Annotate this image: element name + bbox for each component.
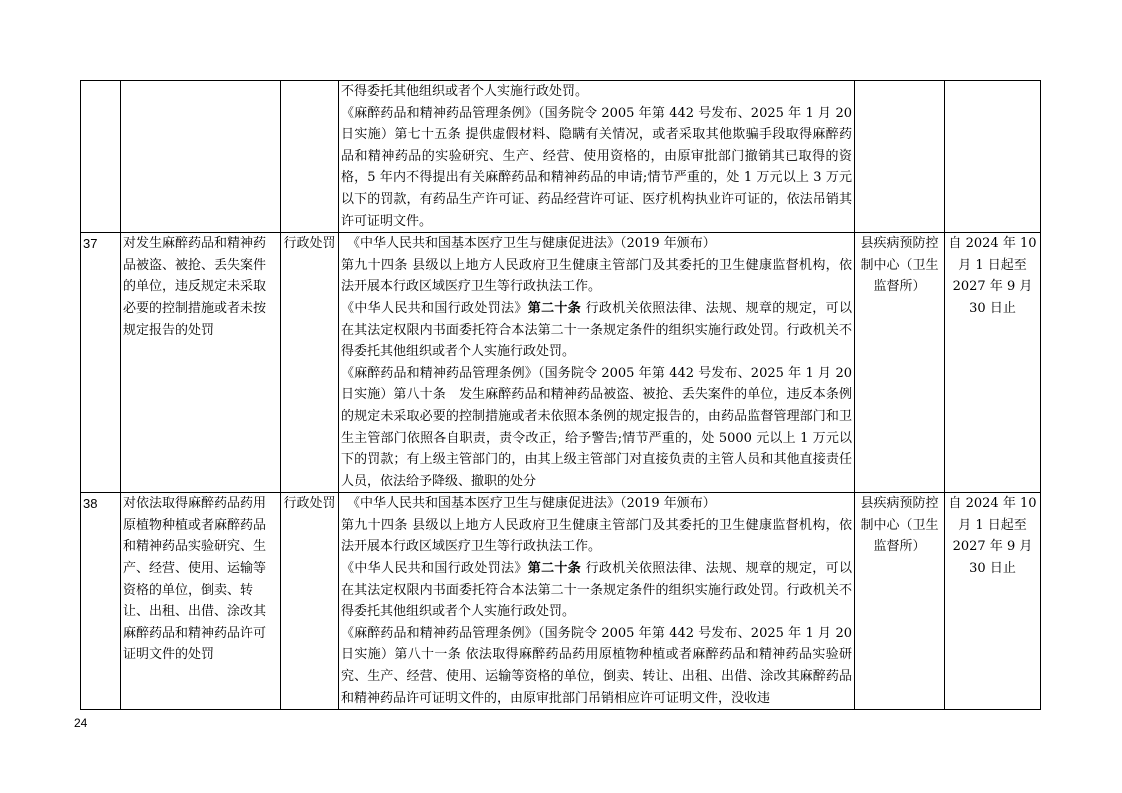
- basis-intro: 《中华人民共和国基本医疗卫生与健康促进法》（2019 年颁布）: [347, 496, 716, 512]
- row-number: 37: [81, 233, 121, 493]
- item-cell: [121, 81, 281, 233]
- basis-cell: [339, 81, 855, 233]
- basis-intro: 《中华人民共和国基本医疗卫生与健康促进法》（2019 年颁布）: [347, 236, 716, 252]
- basis-cell: [339, 233, 855, 493]
- table-row: [81, 81, 1041, 233]
- item-cell: 对发生麻醉药品和精神药品被盗、被抢、丢失案件的单位，违反规定未采取必要的控制措施或者未按规定报告的处罚: [121, 233, 281, 493]
- enforcement-table: [80, 80, 1041, 710]
- basis-paragraph: 第九十四条 县级以上地方人民政府卫生健康主管部门及其委托的卫生健康监督机构，依法开展本行政区域医疗卫生等行政执法工作。: [341, 517, 852, 555]
- basis-cell: [339, 493, 855, 710]
- basis-paragraph: [341, 298, 852, 363]
- period-cell: 自 2024 年 10 月 1 日起至 2027 年 9 月 30 日止: [945, 233, 1041, 493]
- article-number: 第二十条: [527, 300, 582, 316]
- agency-cell: [855, 81, 945, 233]
- agency-cell: 县疾病预防控制中心（卫生监督所）: [855, 493, 945, 710]
- category-cell: 行政处罚: [281, 233, 339, 493]
- row-number: [81, 81, 121, 233]
- basis-paragraph: 《麻醉药品和精神药品管理条例》（国务院令 2005 年第 442 号发布、2025 年 1 月 20 日实施）第八十一条 依法取得麻醉药品药用原植物种植或者麻醉药品和精神药品实验研究、生产、经营、使用、运输等资格的单位，倒卖、转让、出租、出借、涂改其麻醉药品和精神药品许可证明文件的，由原审批部门吊销相应许可证明文件，没收违: [341, 625, 852, 706]
- category-cell: [281, 81, 339, 233]
- basis-paragraph: [341, 558, 852, 623]
- basis-paragraph: 《麻醉药品和精神药品管理条例》（国务院令 2005 年第 442 号发布、2025 年 1 月 20 日实施）第八十条 发生麻醉药品和精神药品被盗、被抢、丢失案件的单位，违反本条例的规定未采取必要的控制措施或者未依照本条例的规定报告的，由药品监督管理部门和卫生主管部门依照各自职责，责令改正，给予警告;情节严重的，处 5000 元以上 1 万元以下的罚款；有上级主管部门的，由其上级主管部门对直接负责的主管人员和其他直接责任人员，依法给予降级、撤职的处分: [341, 365, 852, 489]
- table-row: [81, 233, 1041, 493]
- article-text: 行政机关依照法律、法规、规章的规定，可以在其法定权限内书面委托符合本法第二十一条规定条件的组织实施行政处罚。行政机关不得委托其他组织或者个人实施行政处罚。: [341, 561, 852, 620]
- law-title: 《中华人民共和国行政处罚法》: [341, 300, 528, 316]
- agency-cell: 县疾病预防控制中心（卫生监督所）: [855, 233, 945, 493]
- law-title: 《中华人民共和国行政处罚法》: [341, 561, 528, 577]
- table-row: [81, 493, 1041, 710]
- category-cell: 行政处罚: [281, 493, 339, 710]
- page-number: 24: [74, 716, 88, 730]
- article-number: 第二十条: [527, 561, 582, 577]
- basis-paragraph: 第九十四条 县级以上地方人民政府卫生健康主管部门及其委托的卫生健康监督机构，依法开展本行政区域医疗卫生等行政执法工作。: [341, 257, 852, 295]
- basis-paragraph: 不得委托其他组织或者个人实施行政处罚。: [341, 84, 589, 99]
- period-cell: [945, 81, 1041, 233]
- basis-paragraph: 《麻醉药品和精神药品管理条例》（国务院令 2005 年第 442 号发布、2025 年 1 月 20 日实施）第七十五条 提供虚假材料、隐瞒有关情况，或者采取其他欺骗手段取得麻醉药品和精神药品的实验研究、生产、经营、使用资格的，由原审批部门撤销其已取得的资格，5 年内不得提出有关麻醉药品和精神药品的申请;情节严重的，处 1 万元以上 3 万元以下的罚款，有药品生产许可证、药品经营许可证、医疗机构执业许可证的，依法吊销其许可证明文件。: [341, 105, 852, 229]
- item-cell: 对依法取得麻醉药品药用原植物种植或者麻醉药品和精神药品实验研究、生产、经营、使用、运输等资格的单位，倒卖、转让、出租、出借、涂改其麻醉药品和精神药品许可证明文件的处罚: [121, 493, 281, 710]
- row-number: 38: [81, 493, 121, 710]
- article-text: 行政机关依照法律、法规、规章的规定，可以在其法定权限内书面委托符合本法第二十一条规定条件的组织实施行政处罚。行政机关不得委托其他组织或者个人实施行政处罚。: [341, 300, 852, 360]
- period-cell: 自 2024 年 10 月 1 日起至 2027 年 9 月 30 日止: [945, 493, 1041, 710]
